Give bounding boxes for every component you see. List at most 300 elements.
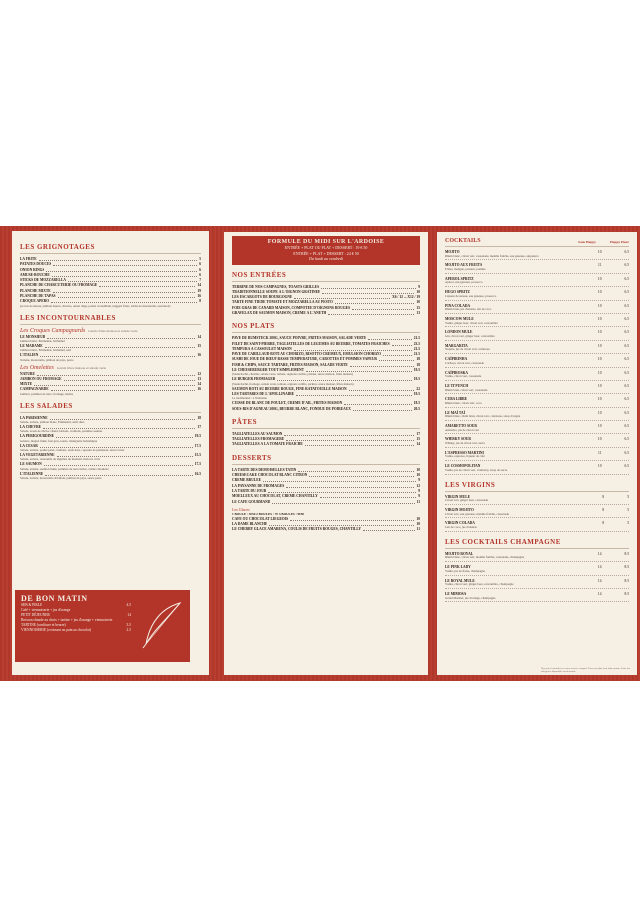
leader-dots bbox=[294, 295, 390, 299]
cocktail-description: Citron vert, eau gazeuse, menthe fraîche, cassonade bbox=[445, 513, 629, 519]
menu-item-name: CUISSE DE BLANC DE POULET, CRÈME D'AIL, FRITES MAISON bbox=[232, 401, 343, 406]
leader-dots bbox=[99, 283, 195, 287]
cocktail-prices bbox=[598, 304, 629, 309]
menu-panel-right bbox=[437, 232, 637, 675]
menu-item-row bbox=[232, 311, 420, 316]
leader-dots bbox=[53, 289, 196, 293]
cocktail-prices bbox=[598, 344, 629, 349]
menu-item-price: 14 bbox=[197, 334, 201, 339]
menu-item-name: SAUMON RÔTI AU BEURRE ROUGE, FINE RATATOUILLE MAISON bbox=[232, 386, 347, 391]
menu-item-price: 18 bbox=[416, 362, 420, 367]
menu-item-name: TRADITIONNELLE SOUPE À L'OIGNON GRATINÉE bbox=[232, 289, 321, 294]
menu-item-name: SOUS-RIS D'AGNEAU 200G, BEURRE BLANC, FONDUE DE POIREAUX bbox=[232, 406, 351, 411]
leader-dots bbox=[379, 357, 414, 361]
cocktail-name: MOSCOW MULE bbox=[445, 316, 474, 321]
cocktail-description: Rhum blanc, rhum brun, citron vert, cointreau, sirop d'orgeat bbox=[445, 415, 629, 421]
menu-item-name: TAGLIATELLES FROMAGÈRE bbox=[232, 437, 285, 442]
virgins-list bbox=[445, 495, 629, 532]
menu-item-price: 8 bbox=[199, 299, 201, 304]
menu-item-description: (Steak haché, cheddar, salade verte, tomate, oignons confits, pickles, sauce maison, frites maison) bbox=[232, 372, 353, 377]
leader-dots bbox=[277, 377, 411, 381]
cocktail-description: Citron vert, ginger beer, cassonade bbox=[445, 499, 629, 505]
menu-item-price: 11 bbox=[416, 527, 420, 532]
menu-item-name: LA CHÈVRE bbox=[20, 425, 42, 430]
cocktail-price-happy: 6.5 bbox=[624, 410, 629, 415]
cocktail-name: WHISKY SOUR bbox=[445, 437, 471, 442]
cocktail-name: LE TI'PUNCH bbox=[445, 383, 469, 388]
price-footnote: Nos prix s'entendent en euros service compris. Tous nos plats sont faits maison. Liste des allergènes disponible sur demande. bbox=[541, 667, 631, 673]
menu-item-name: LA DAME BLANCHE bbox=[232, 522, 268, 527]
cocktail-price-regular: 8 bbox=[602, 521, 605, 526]
leader-dots bbox=[269, 522, 414, 526]
menu-item-price: 10 bbox=[416, 473, 420, 478]
leader-dots bbox=[328, 311, 414, 315]
menu-item-price: X6 / 12 ... X12 / 19 bbox=[392, 295, 420, 300]
menu-item-price: 17.5 bbox=[194, 462, 201, 467]
cocktail-prices bbox=[598, 371, 629, 376]
cocktail-price-regular: 14 bbox=[597, 565, 602, 570]
feather-quill-icon bbox=[140, 600, 184, 650]
menu-item-price: 9 bbox=[418, 284, 420, 289]
glaces-sizes: 1 BOULE : 3€50 2 BOULES : 7€ 3 BOULES : 9€50 bbox=[232, 511, 305, 516]
cocktail-prices bbox=[598, 290, 629, 295]
cocktail-price-regular: 10 bbox=[597, 343, 602, 348]
menu-item-name: LA TARTE DU JOUR bbox=[232, 488, 267, 493]
menu-item-row bbox=[232, 442, 420, 447]
section-title-incontournables: LES INCONTOURNABLES bbox=[20, 314, 201, 325]
menu-item-row bbox=[232, 407, 420, 412]
cocktail-price-happy: 6.5 bbox=[624, 343, 629, 348]
cocktail-price-happy: 6.5 bbox=[624, 263, 629, 268]
cocktail-name: LE PINK LADY bbox=[445, 565, 471, 570]
menu-item-name: FISH & CHIPS, SAUCE TARTARE, FRITES MAISON, SALADE VERTE bbox=[232, 362, 348, 367]
cocktails-list bbox=[445, 250, 629, 475]
menu-item-name: LA CÉSAR bbox=[20, 443, 38, 448]
menu-item-price: 6 bbox=[199, 267, 201, 272]
menu-item-price: 10 bbox=[416, 516, 420, 521]
menu-item-price: 17.5 bbox=[194, 443, 201, 448]
bon-matin-list bbox=[21, 603, 131, 633]
leader-dots bbox=[51, 387, 196, 391]
tapas-description: (accras de morue, jambon beurre, chorizo, onion rings, poulet croustillant, nuggets frites, sticks de mozzarella, saucisson) bbox=[20, 303, 171, 308]
cocktail-price-happy: 6.5 bbox=[624, 330, 629, 335]
cocktail-name: MARGARITA bbox=[445, 343, 468, 348]
formule-line-1: ENTRÉE + PLAT OU PLAT + DESSERT : 19 € 50 bbox=[284, 245, 368, 250]
cocktail-price-regular: 10 bbox=[597, 424, 602, 429]
menu-item-price: 6 bbox=[199, 262, 201, 267]
cocktail-name: HUGO SPRITZ bbox=[445, 290, 470, 295]
menu-item-description: Tomate, mozzarella, jambon de pays, pesto bbox=[20, 357, 74, 362]
cocktail-prices bbox=[598, 565, 629, 570]
section-title-grignotages: LES GRIGNOTAGES bbox=[20, 243, 201, 254]
cocktail-price-happy: 6.5 bbox=[624, 303, 629, 308]
cocktail-price-regular: 14 bbox=[597, 578, 602, 583]
menu-item-name: LA TARTE DES DEMOISELLES TATIN bbox=[232, 467, 297, 472]
cocktail-price-regular: 10 bbox=[597, 316, 602, 321]
menu-item-price: 13 bbox=[416, 310, 420, 315]
cocktail-price-regular: 11 bbox=[598, 263, 602, 268]
cocktail-price-happy: 6.5 bbox=[624, 357, 629, 362]
cocktail-price-happy: 6.5 bbox=[624, 424, 629, 429]
bon-matin-box bbox=[14, 589, 191, 663]
menu-item-name: LE CHERRY GLACE AMARENA, COULIS DE FRUITS ROUGES, CHANTILLY bbox=[232, 527, 362, 532]
menu-item-name: JAMBON OU FROMAGE bbox=[20, 376, 62, 381]
cocktail-prices bbox=[598, 437, 629, 442]
leader-dots bbox=[286, 437, 414, 441]
menu-item-price: 17 bbox=[197, 425, 201, 430]
salades-list bbox=[20, 416, 201, 480]
leader-dots bbox=[344, 401, 412, 405]
menu-item-price: 19.5 bbox=[413, 368, 420, 373]
menu-item-price: 5 bbox=[199, 257, 201, 261]
cocktail-description: Rhum brun, citron vert, cassonade bbox=[445, 389, 629, 395]
menu-item-name: NATURE bbox=[20, 371, 35, 376]
leader-dots bbox=[51, 299, 197, 303]
cocktail-description: Amaretto, jus de citron vert bbox=[445, 429, 629, 435]
menu-item-name: LA PARISIENNE bbox=[20, 415, 48, 420]
menu-item-name: PAVÉ DE RUMSTECK 200G, SAUCE POIVRE, FRITES MAISON, SALADE VERTE bbox=[232, 336, 367, 341]
leader-dots bbox=[37, 372, 195, 376]
cocktail-name: VIRGIN MOJITO bbox=[445, 508, 474, 513]
cocktail-description: Vodka, espresso, liqueur de café bbox=[445, 455, 629, 461]
leader-dots bbox=[44, 462, 193, 466]
cocktail-prices bbox=[598, 357, 629, 362]
menu-item-name: TERRINE DE NOS CAMPAGNES, TOASTS GRILLÉS bbox=[232, 284, 320, 289]
menu-item-price: 14 bbox=[416, 442, 420, 447]
menu-item-price: 16 bbox=[197, 294, 201, 299]
subsection-omelettes bbox=[20, 365, 201, 371]
cocktail-price-regular: 10 bbox=[597, 357, 602, 362]
menu-item-name: TAGLIATELLES AU SAUMON bbox=[232, 431, 283, 436]
cocktail-price-happy: 8.5 bbox=[624, 565, 629, 570]
cocktail-name: LE COSMOPOLITAN bbox=[445, 464, 481, 469]
leader-dots bbox=[294, 347, 412, 351]
croques-title: Les Croques Campagnards bbox=[20, 327, 86, 334]
menu-item-name: PLANCHE MIXTE bbox=[20, 288, 51, 293]
cocktail-prices bbox=[598, 451, 629, 456]
cocktail-prices bbox=[598, 464, 629, 469]
cocktail-name: LE MAÏ TAÏ bbox=[445, 410, 466, 415]
leader-dots bbox=[272, 500, 414, 504]
menu-item-description: Salade, tomate, jambon blanc, Emmental, œufs durs bbox=[20, 420, 85, 425]
glaces-list bbox=[232, 517, 420, 533]
leader-dots bbox=[68, 278, 197, 282]
omelettes-title: Les Omelettes bbox=[20, 364, 54, 371]
menu-item-price: 15 bbox=[416, 305, 420, 310]
cocktail-name: MOJITO AUX FRUITS bbox=[445, 263, 483, 268]
menu-item-description: (Steak haché, fromage, salade verte, tomate, oignons confits, pickles, sauce maison, frites maison) bbox=[232, 381, 354, 386]
bon-matin-price: 2.5 bbox=[126, 628, 131, 632]
cocktail-price-regular: 10 bbox=[597, 464, 602, 469]
menu-item-price: 19.5 bbox=[413, 377, 420, 382]
cocktail-prices bbox=[598, 579, 629, 584]
menu-item-name: L'ITALIENNE bbox=[20, 471, 44, 476]
cocktail-price-happy: 5 bbox=[627, 494, 629, 499]
leader-dots bbox=[320, 494, 417, 498]
menu-item-price: 17 bbox=[416, 431, 420, 436]
leader-dots bbox=[290, 517, 414, 521]
menu-item-price: 19 bbox=[197, 288, 201, 293]
glaces-title: Les Glaces bbox=[232, 506, 250, 512]
menu-item-name: LE BURGER FROMAGER bbox=[232, 377, 276, 382]
section-title-pates: PÂTES bbox=[232, 418, 420, 429]
menu-item-name: PLANCHE DE CHARCUTERIE OU FROMAGE bbox=[20, 283, 98, 288]
desserts-list bbox=[232, 468, 420, 505]
cocktail-prices bbox=[598, 411, 629, 416]
bon-matin-item: TARTINE (confiture et beurre) bbox=[21, 623, 66, 627]
cocktail-price-happy: 6.5 bbox=[624, 276, 629, 281]
cocktail-prices bbox=[598, 397, 629, 402]
leader-dots bbox=[284, 432, 414, 436]
menu-item-name: PATATES DOUCES bbox=[20, 262, 52, 267]
menu-item-price: 20.5 bbox=[413, 406, 420, 411]
menu-item-name: CROQUE APÉRO bbox=[20, 299, 50, 304]
leader-dots bbox=[322, 290, 414, 294]
bon-matin-line bbox=[21, 628, 131, 633]
leader-dots bbox=[352, 306, 414, 310]
cocktail-prices bbox=[602, 521, 629, 526]
section-title-entrees: NOS ENTRÉES bbox=[232, 271, 420, 282]
menu-item-price: 15.5 bbox=[194, 452, 201, 457]
menu-item-name: GRAVELAX DE SAUMON MAISON, CRÈME À L'ANETH bbox=[232, 310, 327, 315]
cocktail-name: MOJITO ROYAL bbox=[445, 551, 474, 556]
menu-item-name: STICKS DE MOZZARELLA bbox=[20, 278, 66, 283]
menu-item-price: 12 bbox=[416, 483, 420, 488]
leader-dots bbox=[263, 478, 416, 482]
plats-list bbox=[232, 336, 420, 412]
menu-item-name: SUSHI DE JOUE DE BŒUF BASSE TEMPÉRATURE, CAROTTES ET POMMES VAPEUR bbox=[232, 357, 378, 362]
leader-dots bbox=[52, 273, 197, 277]
cocktail-description: Vodka, citron vert, cassonade bbox=[445, 375, 629, 381]
menu-item-name: MIXTE bbox=[20, 382, 33, 387]
menu-item-price: 18.5 bbox=[413, 401, 420, 406]
leader-dots bbox=[58, 294, 196, 298]
menu-item-description: Jambon blanc, Emmental, béchamel bbox=[20, 338, 65, 343]
cocktail-price-regular: 10 bbox=[597, 410, 602, 415]
cocktail-description: Liqueur de sureau, eau gazeuse, prosecco bbox=[445, 295, 629, 301]
menu-panel-middle bbox=[224, 232, 428, 675]
cocktail-prices bbox=[602, 495, 629, 500]
price-col-2: Happy Hour bbox=[610, 240, 629, 244]
menu-item-description: Le traditionnel / à l'italienne bbox=[232, 396, 267, 401]
cocktail-prices bbox=[602, 508, 629, 513]
cocktail-prices bbox=[598, 384, 629, 389]
menu-item-name: FILET DE SAINT-PIERRE, TAGLIATELLES DE LÉGUMES AU BEURRE, TOMATES FRAÎCHES bbox=[232, 341, 390, 346]
leader-dots bbox=[40, 353, 195, 357]
cocktail-price-happy: 6.5 bbox=[624, 464, 629, 469]
subsection-croques bbox=[20, 328, 201, 334]
menu-item-price: 9 bbox=[418, 488, 420, 493]
cocktail-description: Vodka, ginger beer, citron vert, concombre bbox=[445, 322, 629, 328]
grignotages-list bbox=[20, 257, 201, 305]
cocktail-name: LE ROYAL MULE bbox=[445, 578, 475, 583]
menu-item-price: 9 bbox=[418, 478, 420, 483]
cocktail-name: CAÏPIRINHA bbox=[445, 357, 468, 362]
cocktail-description: Rhum blanc, citron vert, menthe fraîche, cassonade, champagne bbox=[445, 556, 629, 562]
menu-item-name: LE MADAME bbox=[20, 343, 43, 348]
section-title-champagne: LES COCKTAILS CHAMPAGNE bbox=[445, 538, 629, 549]
cocktail-prices bbox=[598, 424, 629, 429]
cocktail-price-happy: 6.5 bbox=[624, 370, 629, 375]
menu-item-price: 14 bbox=[197, 283, 201, 288]
menu-item-price: 22 bbox=[416, 386, 420, 391]
menu-item-description: Salade, tomate, ratatouille de légumes du moment, haricots verts bbox=[20, 457, 100, 462]
section-title-virgins: LES VIRGINS bbox=[445, 481, 629, 492]
champagne-list bbox=[445, 552, 629, 603]
omelettes-list bbox=[20, 372, 201, 396]
cocktail-price-regular: 10 bbox=[597, 330, 602, 335]
cocktail-price-regular: 8 bbox=[602, 508, 605, 513]
cocktail-description: Gin, citron vert, ginger beer, concombre bbox=[445, 335, 629, 341]
price-col-1: Sans Happy bbox=[578, 240, 597, 244]
menu-item-name: LA VÉGÉTARIENNE bbox=[20, 452, 55, 457]
leader-dots bbox=[349, 387, 415, 391]
section-title-salades: LES SALADES bbox=[20, 402, 201, 413]
cocktail-name: LE MIMOSA bbox=[445, 591, 467, 596]
menu-item-price: 18 bbox=[416, 357, 420, 362]
menu-item-price: 10 bbox=[416, 467, 420, 472]
menu-item-description: Salade, tomate, saumon fumé, pommes de terre tièdes, crème ciboulette bbox=[20, 466, 109, 471]
menu-item-price: 16 bbox=[197, 353, 201, 358]
cocktail-price-regular: 14 bbox=[597, 551, 602, 556]
cocktails-header bbox=[445, 238, 629, 247]
leader-dots bbox=[53, 262, 197, 266]
leader-dots bbox=[296, 392, 412, 396]
cocktail-name: L'ESPRESSO MARTINI bbox=[445, 450, 484, 455]
menu-item-name: FOIE GRAS DE CANARD MAISON, COMPOTÉE D'OIGNONS ROUGES bbox=[232, 305, 351, 310]
formule-midi-banner bbox=[232, 236, 420, 265]
menu-item-price: 14 bbox=[197, 382, 201, 387]
menu-item-price: 6 bbox=[199, 272, 201, 277]
leader-dots bbox=[353, 407, 412, 411]
menu-item-name: ONION RINGS bbox=[20, 267, 45, 272]
menu-item-row bbox=[232, 500, 420, 505]
cocktail-prices bbox=[598, 592, 629, 597]
cocktail-name: VIRGIN MULE bbox=[445, 494, 471, 499]
menu-item-name: MOELLEUX AU CHOCOLAT, CRÈME CHANTILLY bbox=[232, 494, 318, 499]
cocktail-description: Vodka, jus de fraise, champagne bbox=[445, 570, 629, 576]
cocktail-prices bbox=[598, 552, 629, 557]
menu-item-name: TAGLIATELLES À LA TOMATE FRAÎCHE bbox=[232, 442, 303, 447]
menu-item-price: 9 bbox=[418, 494, 420, 499]
cocktail-price-regular: 10 bbox=[597, 397, 602, 402]
menu-item-row bbox=[232, 527, 420, 532]
leader-dots bbox=[39, 257, 198, 261]
menu-item-name: PLANCHE DE TAPAS bbox=[20, 294, 56, 299]
menu-item-name: TARTE FINE TIÈDE TOMATE ET MOZZARELLA AU PESTO bbox=[232, 300, 333, 305]
leader-dots bbox=[268, 489, 416, 493]
menu-item-name: LES ESCARGOTS DE BOURGOGNE bbox=[232, 295, 293, 300]
cocktail-price-happy: 6.5 bbox=[624, 250, 629, 254]
menu-item-price: 13 bbox=[197, 376, 201, 381]
cocktail-name: PINA COLADA bbox=[445, 303, 471, 308]
menu-item-name: L'ITALIEN bbox=[20, 353, 39, 358]
croques-list bbox=[20, 335, 201, 362]
cocktail-name: CUBA LIBRE bbox=[445, 397, 468, 402]
menu-item-price: 12 bbox=[197, 371, 201, 376]
menu-item-description: Salade, toasts de chèvre chaud, lardons, croûtons, pommes sautées bbox=[20, 429, 103, 434]
leader-dots bbox=[363, 527, 415, 531]
cocktail-description: Whisky, jus de citron vert, sucre bbox=[445, 442, 629, 448]
pates-list bbox=[232, 432, 420, 448]
cocktail-price-regular: 11 bbox=[598, 450, 602, 455]
menu-item-price: 21.5 bbox=[413, 346, 420, 351]
bon-matin-item: PETIT DÉJEUNER bbox=[21, 613, 50, 617]
cocktail-name: CAÏPIROSKA bbox=[445, 370, 468, 375]
cocktail-prices bbox=[598, 317, 629, 322]
cocktail-name: AMARETTO SOUR bbox=[445, 424, 477, 429]
cocktail-price-happy: 5 bbox=[627, 508, 629, 513]
croques-note: Garnis frites maison et salade verte bbox=[88, 328, 138, 333]
leader-dots bbox=[298, 468, 414, 472]
cocktail-price-regular: 10 bbox=[597, 437, 602, 442]
cocktails-title: COCKTAILS bbox=[445, 238, 481, 244]
leader-dots bbox=[309, 473, 414, 477]
leader-dots bbox=[335, 300, 415, 304]
bon-matin-item: Café + viennoiserie + jus d'orange bbox=[21, 608, 71, 612]
cocktail-price-regular: 10 bbox=[597, 303, 602, 308]
menu-item-price: 19.5 bbox=[413, 391, 420, 396]
menu-item-price: 15 bbox=[197, 343, 201, 348]
cocktail-price-happy: 8.5 bbox=[624, 551, 629, 556]
leader-dots bbox=[56, 434, 193, 438]
menu-item-price: 15 bbox=[416, 437, 420, 442]
cocktail-price-regular: 10 bbox=[597, 276, 602, 281]
menu-item-name: LA PAYSANNE DE FROMAGES bbox=[232, 483, 285, 488]
cocktail-price-regular: 14 bbox=[597, 591, 602, 596]
cocktail-description: Rhum brun, jus d'ananas, lait de coco bbox=[445, 308, 629, 314]
menu-item-price: 21.5 bbox=[413, 336, 420, 341]
leader-dots bbox=[321, 285, 416, 289]
cocktail-description: Tequila, jus de citron vert, cointreau bbox=[445, 348, 629, 354]
menu-item-price: 7 bbox=[199, 278, 201, 283]
leader-dots bbox=[34, 382, 195, 386]
cocktail-price-regular: 8 bbox=[602, 494, 605, 499]
cocktail-price-happy: 8.5 bbox=[624, 591, 629, 596]
menu-item-price: 21.5 bbox=[413, 352, 420, 357]
bon-matin-price: 4.5 bbox=[126, 603, 131, 607]
omelettes-note: Garnis frites maison et salade verte bbox=[56, 365, 107, 370]
menu-item-name: TÊMPURA À CASSOULET MAISON bbox=[232, 346, 292, 351]
cocktail-price-happy: 6.5 bbox=[624, 437, 629, 442]
cocktail-name: VIRGIN COLADA bbox=[445, 521, 475, 526]
menu-item-price: 10 bbox=[416, 289, 420, 294]
cocktail-price-regular: 10 bbox=[597, 383, 602, 388]
menu-item-price: 19.5 bbox=[194, 434, 201, 439]
cocktail-price-happy: 8.5 bbox=[624, 578, 629, 583]
menu-item-name: LA PÉRIGOURDINE bbox=[20, 434, 55, 439]
cocktail-price-regular: 10 bbox=[597, 290, 602, 295]
menu-item-description: Salade, tomate, poulet pané, croûtons, œufs durs, copeaux de parmesan, sauce César bbox=[20, 447, 125, 452]
bon-matin-item: VIENNOISERIE (croissant ou pain au chocolat) bbox=[21, 628, 91, 632]
leader-dots bbox=[383, 352, 412, 356]
cocktail-name: MOJITO bbox=[445, 250, 460, 254]
cocktail-price-happy: 5 bbox=[627, 521, 629, 526]
menu-item-name: CAFÉ OU CHOCOLAT LIÉGEOIS bbox=[232, 516, 289, 521]
cocktail-prices bbox=[598, 263, 629, 268]
cocktail-prices bbox=[598, 250, 629, 255]
menu-item-price: 10 bbox=[416, 300, 420, 305]
menu-item-name: CAMPAGNARDE bbox=[20, 387, 49, 392]
menu-item-price: 10 bbox=[416, 522, 420, 527]
cocktail-description: Grand Marnier, jus d'orange, champagne bbox=[445, 597, 629, 603]
formule-title: FORMULE DU MIDI SUR L'ARDOISE bbox=[267, 239, 385, 245]
bon-matin-item: SEB & PIKLE bbox=[21, 603, 43, 607]
section-title-desserts: DESSERTS bbox=[232, 454, 420, 465]
bon-matin-title: DE BON MATIN bbox=[21, 594, 88, 603]
leader-dots bbox=[305, 442, 415, 446]
cocktail-description: Vodka, jus de citron vert, cranberry, sirop de sucre bbox=[445, 469, 629, 475]
